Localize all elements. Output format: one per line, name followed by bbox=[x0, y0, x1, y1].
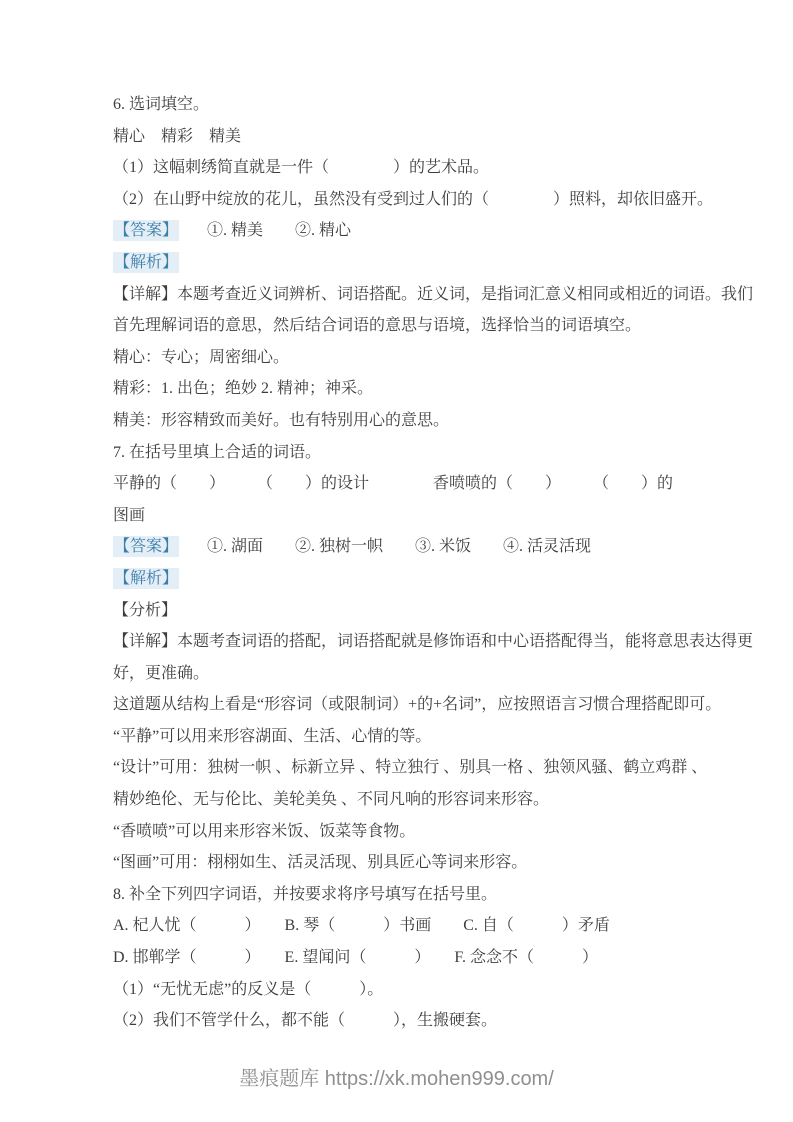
q6-analysis-row bbox=[113, 247, 683, 279]
q7-detail-line-5: “设计”可用：独树一帜 、标新立异 、特立独行 、别具一格 、独领风骚、鹤立鸡群 、 bbox=[113, 759, 708, 777]
q6-word-bank: 精心 精彩 精美 bbox=[113, 127, 242, 145]
q6-item-1: （1）这幅刺绣简直就是一件（ ）的艺术品。 bbox=[113, 159, 490, 177]
q8-item-1: （1）“无忧无虑”的反义是（ ）。 bbox=[113, 980, 384, 998]
q8-options-line-2: D. 邯郸学（ ） E. 望闻问（ ） F. 念念不（ ） bbox=[113, 949, 598, 967]
q6-detail-line-1: 【详解】本题考查近义词辨析、词语搭配。近义词，是指词汇意义相同或相近的词语。我们 bbox=[113, 285, 754, 303]
q7-detail-line-2: 好，更准确。 bbox=[113, 664, 210, 682]
q6-title: 6. 选词填空。 bbox=[113, 96, 210, 113]
document-content bbox=[113, 89, 754, 1037]
analysis-label: 【解析】 bbox=[114, 253, 179, 271]
page-footer bbox=[0, 1062, 793, 1091]
q8-title: 8. 补全下列四字词语，并按要求将序号填写在括号里。 bbox=[113, 885, 498, 903]
q7-answer-row bbox=[113, 531, 683, 563]
q6-detail-line-5: 精美：形容精致而美好。也有特别用心的意思。 bbox=[113, 411, 450, 429]
q7-blanks-line-1: 平静的（ ） （ ）的设计 香喷喷的（ ） （ ）的 bbox=[113, 475, 674, 493]
analysis-label: 【解析】 bbox=[114, 569, 179, 587]
q6-item-2: （2）在山野中绽放的花儿，虽然没有受到过人们的（ ）照料，却依旧盛开。 bbox=[113, 190, 714, 208]
q7-detail-line-8: “图画”可用：栩栩如生、活灵活现、别具匠心等词来形容。 bbox=[113, 854, 528, 872]
q7-detail-line-6: 精妙绝伦、无与伦比、美轮美奂 、不同凡响的形容词来形容。 bbox=[113, 791, 550, 809]
q6-detail-line-4: 精彩：1. 出色；绝妙 2. 精神；神采。 bbox=[113, 380, 374, 398]
q7-blanks-line-2: 图画 bbox=[113, 506, 146, 524]
answer-label: 【答案】 bbox=[114, 222, 179, 240]
q7-answer-text: ①. 湖面 ②. 独树一帜 ③. 米饭 ④. 活灵活现 bbox=[207, 538, 592, 556]
q6-detail-line-3: 精心：专心；周密细心。 bbox=[113, 348, 290, 366]
q7-analysis-row bbox=[113, 563, 683, 595]
answer-label: 【答案】 bbox=[114, 538, 179, 556]
q7-fenxi-row: 【分析】 bbox=[113, 601, 178, 619]
q7-title: 7. 在括号里填上合适的词语。 bbox=[113, 443, 322, 461]
q8-item-2: （2）我们不管学什么，都不能（ ），生搬硬套。 bbox=[113, 1012, 498, 1030]
q7-detail-line-3: 这道题从结构上看是“形容词（或限制词）+的+名词”，应按照语言习惯合理搭配即可。 bbox=[113, 696, 722, 714]
q7-detail-line-7: “香喷喷”可以用来形容米饭、饭菜等食物。 bbox=[113, 822, 416, 840]
q7-detail-line-1: 【详解】本题考查词语的搭配，词语搭配就是修饰语和中心语搭配得当，能将意思表达得更 bbox=[113, 633, 754, 651]
q6-answer-text: ①. 精美 ②. 精心 bbox=[207, 222, 352, 240]
q7-detail-line-4: “平静”可以用来形容湖面、生活、心情的等。 bbox=[113, 727, 432, 745]
q6-answer-row bbox=[113, 215, 683, 247]
q6-detail-line-2: 首先理解词语的意思，然后结合词语的意思与语境，选择恰当的词语填空。 bbox=[113, 317, 642, 335]
footer-site-text: 墨痕题库 https://xk.mohen999.com/ bbox=[239, 1068, 554, 1090]
q8-options-line-1: A. 杞人忧（ ） B. 琴（ ）书画 C. 自（ ）矛盾 bbox=[113, 917, 610, 935]
